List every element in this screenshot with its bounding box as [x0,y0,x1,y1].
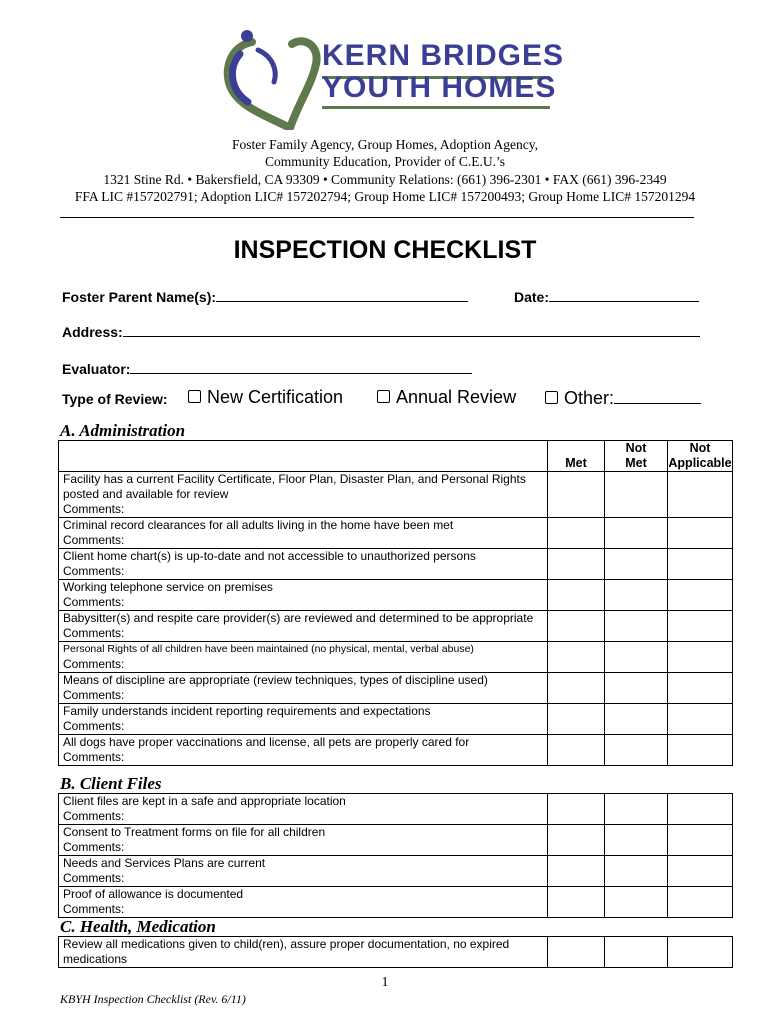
address-field[interactable] [62,322,700,340]
met-cell[interactable] [548,856,605,887]
comments-label[interactable]: Comments: [63,564,125,578]
not-applicable-cell[interactable] [668,735,733,766]
foster-parent-field[interactable] [62,287,468,305]
not-applicable-cell[interactable] [668,704,733,735]
address-blank[interactable] [123,322,700,337]
footer: KBYH Inspection Checklist (Rev. 6/11) [60,992,246,1006]
checklist-item-text: Criminal record clearances for all adults living in the home have been met [63,518,454,532]
date-label: Date: [514,289,550,305]
not-applicable-cell[interactable] [668,472,733,518]
not-met-cell[interactable] [605,549,668,580]
checklist-item-text: Consent to Treatment forms on file for all children [63,825,326,839]
review-option-label: New Certification [207,387,344,407]
checkbox-icon[interactable] [545,391,558,404]
checklist-item-text: Proof of allowance is documented [63,887,244,901]
checklist-item-text: Babysitter(s) and respite care provider(s) are reviewed and determined to be appropriate [63,611,534,625]
not-met-cell[interactable] [605,856,668,887]
comments-label[interactable]: Comments: [63,688,125,702]
review-option-new-certification[interactable] [188,387,343,408]
section-a-title: A. Administration [60,421,186,440]
met-cell[interactable] [548,580,605,611]
column-not-met: Not Met [605,441,668,472]
review-option-other[interactable] [545,387,701,409]
table-row [59,642,733,673]
comments-label[interactable]: Comments: [63,840,125,854]
met-cell[interactable] [548,673,605,704]
not-applicable-cell[interactable] [668,549,733,580]
not-applicable-cell[interactable] [668,887,733,918]
column-met: Met [548,441,605,472]
met-cell[interactable] [548,704,605,735]
section-a-table [58,440,733,766]
table-row [59,472,733,518]
table-row [59,611,733,642]
header-line-1: Foster Family Agency, Group Homes, Adoption Agency, [231,137,539,152]
table-row [59,704,733,735]
review-option-annual[interactable] [377,387,516,408]
checklist-item-text: Facility has a current Facility Certificate, Floor Plan, Disaster Plan, and Personal Rights posted and available for review [63,472,526,501]
table-row [59,794,733,825]
evaluator-blank[interactable] [130,359,472,374]
header-address-line: 1321 Stine Rd. • Bakersfield, CA 93309 • Community Relations: (661) 396-2301 • FAX (661) 396-2349 [103,172,667,187]
table-row [59,887,733,918]
not-met-cell[interactable] [605,825,668,856]
logo-line-2: YOUTH HOMES [322,71,557,104]
type-of-review-label: Type of Review: [62,391,168,407]
not-applicable-cell[interactable] [668,794,733,825]
section-b-title: B. Client Files [60,774,162,793]
date-blank[interactable] [549,287,699,302]
logo-line-1: KERN BRIDGES [322,39,565,72]
table-header-row [59,441,733,472]
checklist-item-text: Working telephone service on premises [63,580,273,594]
checkbox-icon[interactable] [377,390,390,403]
checklist-item-text: Needs and Services Plans are current [63,856,266,870]
met-cell[interactable] [548,794,605,825]
not-applicable-cell[interactable] [668,937,733,968]
comments-label[interactable]: Comments: [63,502,125,516]
not-met-cell[interactable] [605,580,668,611]
table-row [59,580,733,611]
checklist-item-text: Client home chart(s) is up-to-date and not accessible to unauthorized persons [63,549,476,563]
date-field[interactable] [514,287,699,305]
not-applicable-cell[interactable] [668,825,733,856]
header-line-2: Community Education, Provider of C.E.U.’s [265,154,505,169]
met-cell[interactable] [548,825,605,856]
met-cell[interactable] [548,735,605,766]
checklist-item-text: Family understands incident reporting requirements and expectations [63,704,431,718]
not-applicable-cell[interactable] [668,580,733,611]
comments-label[interactable]: Comments: [63,595,125,609]
comments-label[interactable]: Comments: [63,902,125,916]
met-cell[interactable] [548,937,605,968]
checklist-item-text: Client files are kept in a safe and appropriate location [63,794,346,808]
page-title: INSPECTION CHECKLIST [233,236,537,264]
review-option-label: Other: [564,388,615,408]
met-cell[interactable] [548,611,605,642]
not-applicable-cell[interactable] [668,673,733,704]
table-row [59,549,733,580]
table-row [59,937,733,968]
section-c-title: C. Health, Medication [60,917,216,936]
foster-parent-blank[interactable] [216,287,468,302]
column-not-applicable: Not Applicable [668,441,732,470]
evaluator-field[interactable] [62,359,472,377]
comments-label[interactable]: Comments: [63,719,125,733]
checklist-item-text: All dogs have proper vaccinations and license, all pets are properly cared for [63,735,470,749]
met-cell[interactable] [548,642,605,673]
section-c-table [58,936,733,968]
comments-label[interactable]: Comments: [63,871,125,885]
evaluator-label: Evaluator: [62,361,131,377]
not-met-cell[interactable] [605,673,668,704]
not-met-cell[interactable] [605,472,668,518]
met-cell[interactable] [548,549,605,580]
comments-label[interactable]: Comments: [63,809,125,823]
page-number: 1 [381,975,389,990]
not-applicable-cell[interactable] [668,518,733,549]
checklist-item-text: Means of discipline are appropriate (review techniques, types of discipline used) [63,673,488,687]
checklist-item-text: Review all medications given to child(ren), assure proper documentation, no expired medications [63,937,510,966]
address-label: Address: [62,324,123,340]
not-met-cell[interactable] [605,735,668,766]
not-met-cell[interactable] [605,937,668,968]
not-applicable-cell[interactable] [668,611,733,642]
header-license-line: FFA LIC #157202791; Adoption LIC# 157202794; Group Home LIC# 157200493; Group Home LIC# 157201294 [74,189,696,204]
table-row [59,825,733,856]
checklist-item-text: Personal Rights of all children have been maintained (no physical, mental, verbal abuse) [63,643,474,655]
other-blank[interactable] [614,387,701,404]
comments-label[interactable]: Comments: [63,750,125,764]
table-row [59,856,733,887]
not-met-cell[interactable] [605,794,668,825]
header-divider [60,217,694,218]
not-applicable-cell[interactable] [668,642,733,673]
met-cell[interactable] [548,887,605,918]
not-met-cell[interactable] [605,518,668,549]
table-row [59,735,733,766]
met-cell[interactable] [548,518,605,549]
not-applicable-cell[interactable] [668,856,733,887]
checkbox-icon[interactable] [188,390,201,403]
not-met-cell[interactable] [605,642,668,673]
not-met-cell[interactable] [605,704,668,735]
table-row [59,673,733,704]
comments-label[interactable]: Comments: [63,626,125,640]
not-met-cell[interactable] [605,887,668,918]
not-met-cell[interactable] [605,611,668,642]
comments-label[interactable]: Comments: [63,533,125,547]
foster-parent-label: Foster Parent Name(s): [62,289,217,305]
review-option-label: Annual Review [396,387,517,407]
comments-label[interactable]: Comments: [63,657,125,671]
table-row [59,518,733,549]
section-b-table [58,793,733,918]
met-cell[interactable] [548,472,605,518]
